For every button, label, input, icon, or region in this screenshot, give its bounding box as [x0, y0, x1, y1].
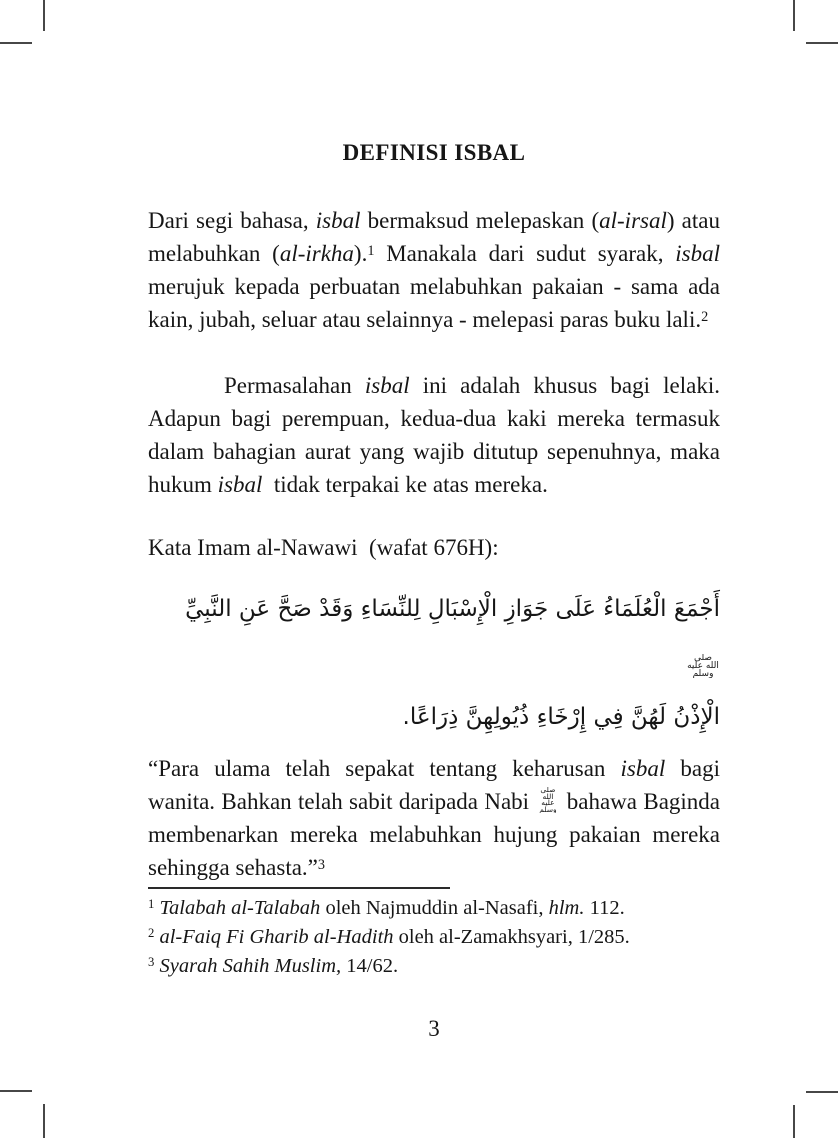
text-segment: oleh Najmuddin al-Nasafi, [320, 897, 549, 919]
text-segment: al-irkha [279, 241, 354, 266]
arabic-quote [148, 582, 720, 744]
text-segment: 112. [584, 897, 625, 919]
text-segment: isbal [217, 472, 263, 497]
crop-mark-top-right-vertical [793, 0, 795, 31]
text-segment: hlm. [548, 897, 585, 919]
crop-mark-top-left-horizontal [0, 42, 32, 44]
text-segment: Dari segi bahasa, [148, 208, 316, 233]
text-segment: “Para ulama telah sepakat tentang keharusan [148, 756, 621, 781]
page-number: 3 [428, 1016, 440, 1041]
text-segment: ). [353, 241, 368, 266]
text-segment: أَجْمَعَ الْعُلَمَاءُ عَلَى جَوَازِ الْإِسْبَالِ لِلنِّسَاءِ وَقَدْ صَحَّ عَنِ النَّبِيِّ [185, 596, 720, 622]
footnote-marker: 1 [367, 242, 375, 259]
saw-calligraphy-icon: صلى الله عليه وسلم [687, 654, 719, 678]
footnote-marker: 2 [701, 308, 709, 325]
page-title: DEFINISI ISBAL [342, 140, 526, 165]
text-segment: ) atau melabuhkan ( [148, 208, 720, 266]
quote-translation [148, 752, 720, 884]
crop-mark-bottom-left-horizontal [0, 1090, 32, 1092]
footnotes-section [148, 894, 720, 981]
text-segment: Manakala dari sudut syarak, [374, 241, 676, 266]
text-segment: isbal [315, 208, 361, 233]
text-segment: ini adalah khusus bagi lelaki. Adapun bagi perempuan, kedua-dua kaki mereka termasuk dalam bahagian aurat yang wajib ditutup sepenuhnya, maka hukum [148, 373, 720, 497]
text-segment: tidak terpakai ke atas mereka. [262, 472, 548, 497]
footnote-marker: 1 [148, 897, 155, 912]
text-segment: bahawa Baginda membenarkan mereka melabuhkan hujung pakaian mereka sehingga sehasta.” [148, 789, 720, 880]
footnote-3 [148, 952, 720, 981]
crop-mark-bottom-left-vertical [43, 1104, 45, 1138]
footnote-marker: 3 [317, 856, 326, 873]
text-segment: al-irsal [599, 208, 667, 233]
footnote-divider [148, 887, 450, 889]
nawawi-intro [148, 531, 720, 564]
text-segment: isbal [364, 373, 410, 398]
text-segment: bagi wanita. Bahkan telah sabit daripada Nabi [148, 756, 720, 814]
crop-mark-bottom-right-vertical [793, 1105, 795, 1138]
page-content [148, 140, 720, 981]
crop-mark-bottom-right-horizontal [806, 1091, 838, 1093]
text-segment: Permasalahan [224, 373, 365, 398]
paragraph-definition [148, 204, 720, 336]
text-segment: Kata Imam al-Nawawi (wafat 676H): [148, 535, 499, 560]
paragraph-scope [148, 369, 720, 501]
text-segment: isbal [620, 756, 666, 781]
text-segment: oleh al-Zamakhsyari, 1/285. [393, 926, 630, 948]
crop-mark-top-left-vertical [43, 0, 45, 31]
crop-mark-top-right-horizontal [806, 42, 838, 44]
text-segment: Talabah al-Talabah [159, 897, 321, 919]
text-segment: isbal [675, 241, 720, 266]
footnote-marker: 2 [148, 926, 155, 941]
text-segment: merujuk kepada perbuatan melabuhkan pakaian - sama ada kain, jubah, seluar atau selainnya - melepasi paras buku lali. [148, 274, 720, 332]
footnote-2 [148, 923, 720, 952]
text-segment: Syarah Sahih Muslim, [159, 955, 342, 977]
text-segment: al-Faiq Fi Gharib al-Hadith [159, 926, 394, 948]
footnote-1 [148, 894, 720, 923]
text-segment: bermaksud melepaskan ( [360, 208, 600, 233]
text-segment: 14/62. [341, 955, 399, 977]
text-segment: الْإِذْنُ لَهُنَّ فِي إِرْخَاءِ ذُيُولِهِنَّ ذِرَاعًا. [402, 704, 720, 730]
footnote-marker: 3 [148, 955, 155, 970]
saw-calligraphy-icon-small: صلى الله عليه وسلم [539, 787, 557, 813]
